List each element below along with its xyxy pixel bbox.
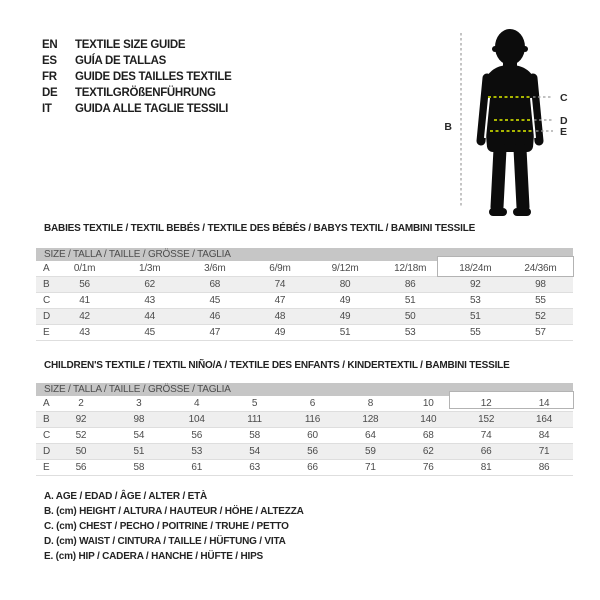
legend-line-chest: C. (cm) CHEST / PECHO / POITRINE / TRUHE / PETTO — [44, 521, 289, 532]
table-cell: 4 — [194, 398, 200, 409]
table-cell: 92 — [469, 279, 481, 290]
table-cell: 0/1m — [73, 263, 96, 274]
table-row-c — [36, 293, 573, 309]
table-cell: 47 — [274, 295, 286, 306]
table-cell: 53 — [469, 295, 481, 306]
table-cell: 63 — [249, 462, 260, 473]
table-cell: 49 — [339, 311, 351, 322]
waist-label: D — [560, 115, 568, 127]
table-cell: 46 — [209, 311, 221, 322]
hip-label: E — [560, 126, 568, 138]
measurement-legend — [44, 489, 304, 564]
language-code: IT — [42, 103, 52, 115]
table-cell: 12 — [480, 398, 492, 409]
babies-size-table — [36, 248, 573, 341]
chest-label: C — [560, 92, 568, 104]
row-label: C — [43, 430, 51, 441]
row-label: E — [43, 327, 50, 338]
table-cell: 74 — [480, 430, 492, 441]
table-cell: 64 — [365, 430, 376, 441]
table-row-b — [36, 277, 573, 293]
table-cell: 68 — [422, 430, 434, 441]
table-row-e — [36, 460, 573, 476]
table-cell: 55 — [469, 327, 481, 338]
language-row — [42, 85, 232, 101]
table-cell: 68 — [209, 279, 221, 290]
table-cell: 58 — [133, 462, 145, 473]
table-cell: 24/36m — [524, 263, 557, 274]
table-cell: 55 — [535, 295, 546, 306]
table-cell: 58 — [249, 430, 260, 441]
table-cell: 14 — [538, 398, 550, 409]
table-cell: 140 — [420, 414, 437, 425]
table-row-c — [36, 428, 573, 444]
table-cell: 12/18m — [394, 263, 427, 274]
table-cell: 18/24m — [459, 263, 492, 274]
language-code: EN — [42, 39, 58, 51]
table-cell: 66 — [480, 446, 492, 457]
table-cell: 54 — [249, 446, 260, 457]
table-cell: 5 — [251, 398, 258, 409]
table-cell: 92 — [75, 414, 87, 425]
table-cell: 10 — [422, 398, 434, 409]
table-cell: 53 — [404, 327, 416, 338]
table-cell: 54 — [133, 430, 145, 441]
language-title: GUIDA ALLE TAGLIE TESSILI — [75, 103, 229, 115]
language-title: GUIDE DES TAILLES TEXTILE — [75, 71, 232, 83]
table-cell: 86 — [538, 462, 550, 473]
language-title: TEXTILE SIZE GUIDE — [75, 39, 186, 51]
table-cell: 6/9m — [269, 263, 291, 274]
language-list — [42, 37, 232, 117]
table-cell: 50 — [404, 311, 416, 322]
table-cell: 66 — [307, 462, 318, 473]
row-label: A — [43, 398, 50, 409]
table-cell: 84 — [538, 430, 550, 441]
table-row-b — [36, 412, 573, 428]
table-cell: 152 — [478, 414, 495, 425]
table-cell: 52 — [535, 311, 546, 322]
language-title: GUÍA DE TALLAS — [75, 55, 166, 67]
table-row-e — [36, 325, 573, 341]
row-label: C — [43, 295, 51, 306]
table-cell: 56 — [75, 462, 87, 473]
table-cell: 59 — [365, 446, 376, 457]
table-cell: 57 — [535, 327, 546, 338]
table-cell: 41 — [79, 295, 90, 306]
language-row — [42, 53, 232, 69]
table-cell: 3 — [136, 398, 142, 409]
language-code: ES — [42, 55, 57, 67]
table-cell: 50 — [75, 446, 87, 457]
size-header-bar: SIZE / TALLA / TAILLE / GRÖSSE / TAGLIA — [36, 248, 573, 261]
table-cell: 56 — [191, 430, 203, 441]
table-cell: 98 — [133, 414, 145, 425]
table-cell: 116 — [304, 414, 321, 425]
table-cell: 51 — [133, 446, 145, 457]
table-cell: 62 — [422, 446, 434, 457]
legend-line-waist: D. (cm) WAIST / CINTURA / TAILLE / HÜFTUNG / VITA — [44, 536, 286, 547]
children-section-title: CHILDREN'S TEXTILE / TEXTIL NIÑO/A / TEXTILE DES ENFANTS / KINDERTEXTIL / BAMBINI TESSILE — [44, 360, 510, 371]
table-cell: 48 — [274, 311, 286, 322]
table-cell: 98 — [535, 279, 546, 290]
arm-gap-lines — [485, 98, 535, 138]
table-cell: 71 — [538, 446, 550, 457]
table-cell: 62 — [144, 279, 156, 290]
table-cell: 86 — [404, 279, 416, 290]
language-row — [42, 101, 232, 117]
table-cell: 74 — [274, 279, 286, 290]
table-cell: 43 — [79, 327, 90, 338]
height-label: B — [444, 121, 452, 133]
language-row — [42, 69, 232, 85]
table-cell: 81 — [480, 462, 492, 473]
table-cell: 56 — [307, 446, 318, 457]
row-label: E — [43, 462, 50, 473]
table-cell: 47 — [209, 327, 221, 338]
table-cell: 43 — [144, 295, 156, 306]
legend-line-hip: E. (cm) HIP / CADERA / HANCHE / HÜFTE / HIPS — [44, 551, 264, 562]
table-row-a — [36, 396, 573, 412]
size-header-bar: SIZE / TALLA / TAILLE / GRÖSSE / TAGLIA — [36, 383, 573, 396]
table-cell: 8 — [367, 398, 374, 409]
table-cell: 49 — [339, 295, 351, 306]
table-cell: 76 — [422, 462, 434, 473]
table-cell: 52 — [75, 430, 87, 441]
table-cell: 49 — [274, 327, 286, 338]
table-cell: 164 — [536, 414, 553, 425]
table-cell: 71 — [365, 462, 376, 473]
table-cell: 61 — [191, 462, 203, 473]
table-cell: 44 — [144, 311, 156, 322]
table-cell: 51 — [404, 295, 416, 306]
legend-line-height: B. (cm) HEIGHT / ALTURA / HAUTEUR / HÖHE / ALTEZZA — [44, 506, 304, 517]
table-cell: 42 — [79, 311, 90, 322]
table-cell: 53 — [191, 446, 203, 457]
table-cell: 56 — [79, 279, 90, 290]
row-label: A — [43, 263, 50, 274]
table-cell: 9/12m — [331, 263, 359, 274]
row-label: D — [43, 311, 51, 322]
table-cell: 111 — [247, 414, 262, 425]
language-code: DE — [42, 87, 58, 99]
row-label: B — [43, 279, 50, 290]
table-cell: 45 — [144, 327, 156, 338]
legend-line-age: A. AGE / EDAD / ÂGE / ALTER / ETÀ — [44, 491, 208, 502]
table-cell: 51 — [339, 327, 351, 338]
table-cell: 51 — [469, 311, 481, 322]
child-silhouette-icon — [481, 29, 539, 216]
table-cell: 104 — [188, 414, 205, 425]
table-cell: 60 — [307, 430, 318, 441]
table-row-d — [36, 444, 573, 460]
children-size-table — [36, 383, 573, 476]
table-row-a — [36, 261, 573, 277]
language-code: FR — [42, 71, 57, 83]
table-cell: 1/3m — [138, 263, 161, 274]
table-cell: 80 — [339, 279, 351, 290]
row-label: B — [43, 414, 50, 425]
table-row-d — [36, 309, 573, 325]
row-label: D — [43, 446, 51, 457]
table-cell: 2 — [78, 398, 84, 409]
table-cell: 45 — [209, 295, 221, 306]
language-title: TEXTILGRÖßENFÜHRUNG — [75, 87, 216, 99]
language-row — [42, 37, 232, 53]
table-cell: 3/6m — [204, 263, 226, 274]
table-cell: 6 — [309, 398, 316, 409]
babies-section-title: BABIES TEXTILE / TEXTIL BEBÉS / TEXTILE DES BÉBÉS / BABYS TEXTIL / BAMBINI TESSILE — [44, 223, 476, 234]
table-cell: 128 — [362, 414, 379, 425]
